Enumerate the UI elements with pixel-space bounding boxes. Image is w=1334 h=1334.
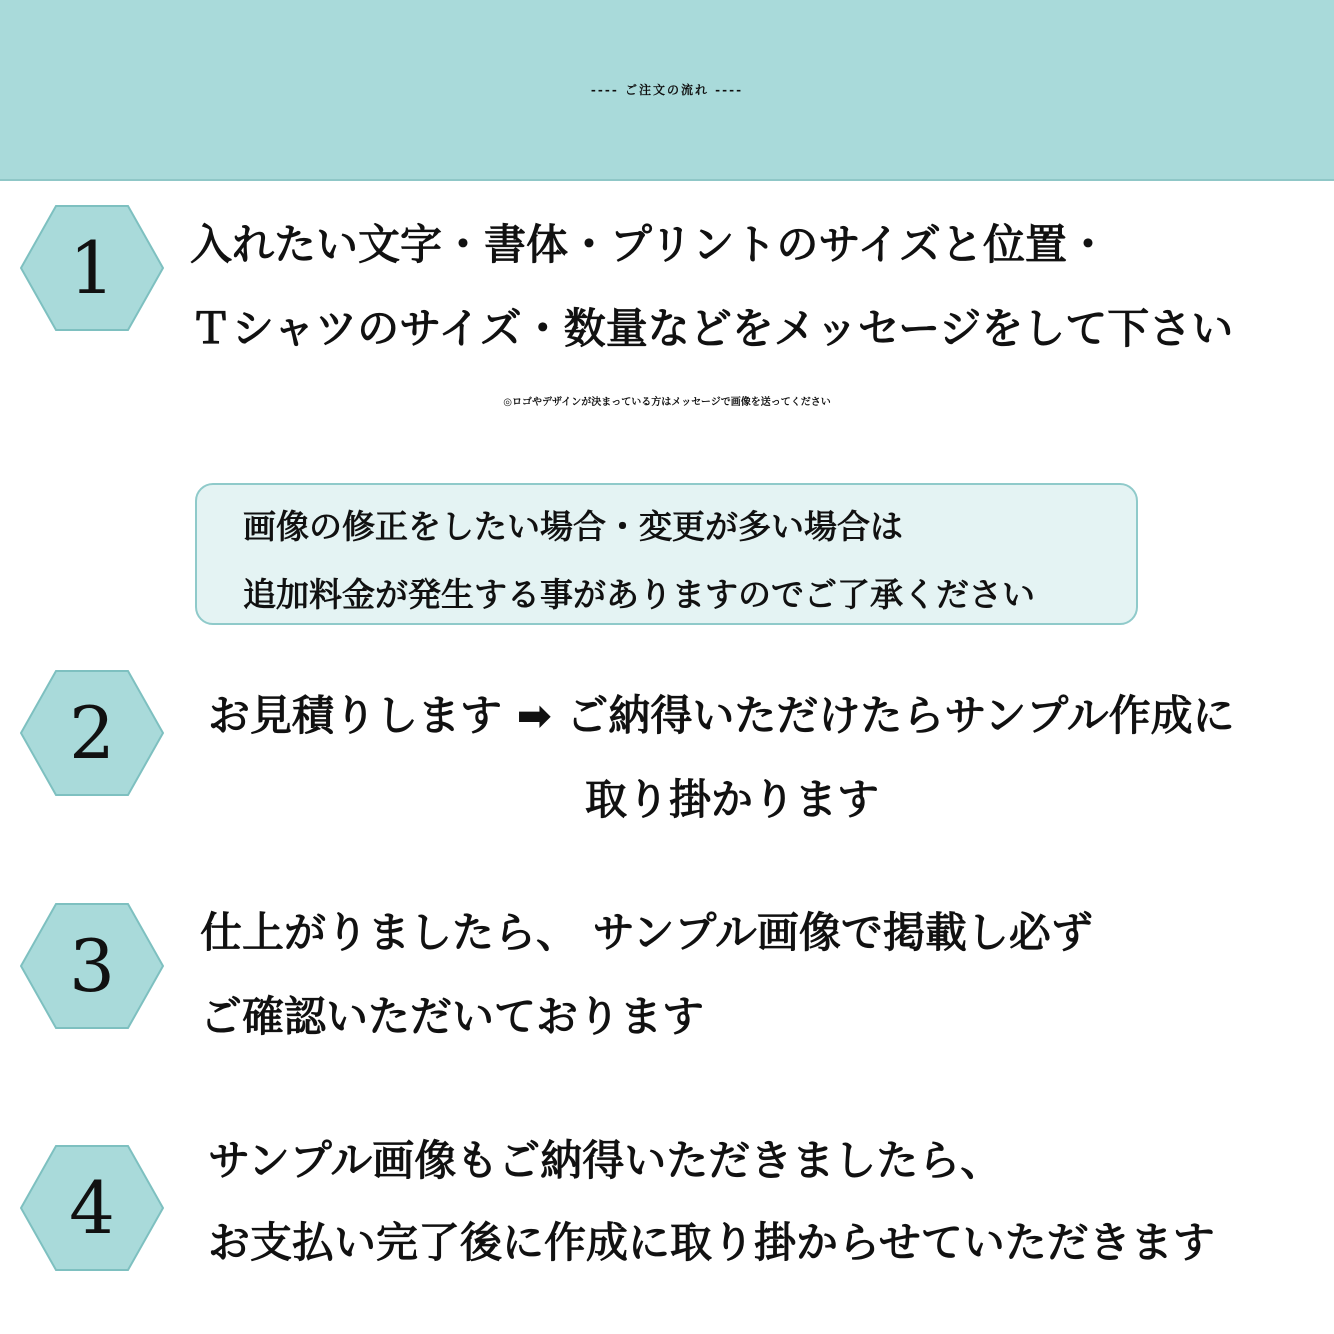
step-number: 3: [69, 924, 115, 1008]
step-4-line-1: サンプル画像もご納得いただきましたら、: [208, 1136, 1003, 1185]
step-2-line-2: 取り掛かります: [585, 775, 880, 824]
notice-line-2: 追加料金が発生する事がありますのでご了承ください: [243, 575, 1035, 614]
notice-box: [195, 483, 1138, 625]
step-3-line-2: ご確認いただいております: [200, 992, 705, 1041]
step-1-line-1: 入れたい文字・書体・プリントのサイズと位置・: [190, 220, 1109, 269]
step-2-hexagon: [20, 670, 164, 796]
notice-line-1: 画像の修正をしたい場合・変更が多い場合は: [243, 507, 903, 546]
step-number: 2: [69, 691, 115, 775]
logo-design-note: ◎ロゴやデザインが決まっている方はメッセージで画像を送ってください: [503, 397, 831, 408]
step-4-line-2: お支払い完了後に作成に取り掛からせていただきます: [208, 1218, 1215, 1267]
step-3-hexagon: [20, 903, 164, 1029]
step-3-line-1: 仕上がりましたら、 サンプル画像で掲載し必ず: [200, 908, 1093, 957]
step-2-line-1: お見積りします ➡ ご納得いただけたらサンプル作成に: [208, 691, 1235, 740]
step-1-hexagon: [20, 205, 164, 331]
step-number: 1: [69, 226, 115, 310]
step-4-hexagon: [20, 1145, 164, 1271]
page-title: ---- ご注文の流れ ----: [590, 83, 744, 97]
step-1-line-2: Ｔシャツのサイズ・数量などをメッセージをして下さい: [190, 304, 1234, 353]
step-number: 4: [69, 1166, 115, 1250]
header-banner: [0, 0, 1334, 181]
